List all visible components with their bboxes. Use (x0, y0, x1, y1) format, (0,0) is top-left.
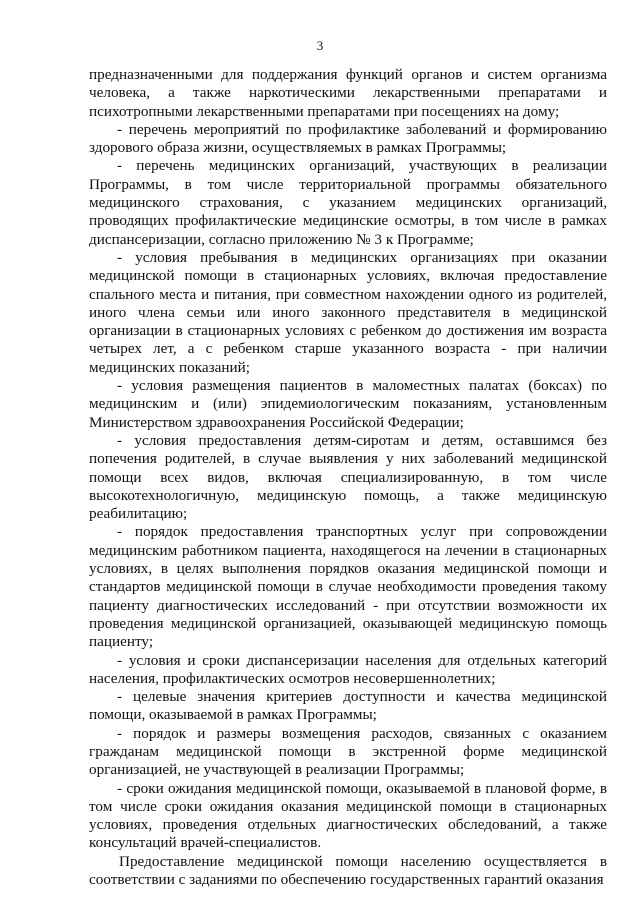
list-item-quality-criteria: - целевые значения критериев доступности и качества медицинской помощи, оказываемой в рамках Программы; (89, 688, 607, 724)
list-item-transport-services: - порядок предоставления транспортных услуг при сопровождении медицинским работником пациента, находящегося на лечении в стационарных условиях, в целях выполнения порядков оказания медицинской помощи и стандартов медицинской помощи в случае необходимости проведения такому пациенту диагностических исследований - при отсутствии возможности их проведения медицинской организацией, оказывающей медицинскую помощь пациенту; (89, 523, 607, 651)
list-item-prevention-measures: - перечень мероприятий по профилактике заболеваний и формированию здорового образа жизни, осуществляемых в рамках Программы; (89, 120, 607, 157)
paragraph-medical-care-provision: Предоставление медицинской помощи населению осуществляется в соответствии с заданиями по обеспечению государственных гарантий оказания (89, 852, 607, 889)
list-item-small-ward-placement: - условия размещения пациентов в маломестных палатах (боксах) по медицинским и (или) эпидемиологическим показаниям, установленным Министерством здравоохранения Российской Федерации; (89, 377, 607, 431)
list-item-inpatient-stay-conditions: - условия пребывания в медицинских организациях при оказании медицинской помощи в стационарных условиях, включая предоставление спального места и питания, при совместном нахождении одного из родителей, иного члена семьи или иного законного представителя в медицинской организации в стационарных условиях с ребенком до достижения им возраста четырех лет, а с ребенком старше указанного возраста - при наличии медицинских показаний; (89, 248, 607, 376)
list-item-dispensary-examination: - условия и сроки диспансеризации населения для отдельных категорий населения, профилактических осмотров несовершеннолетних; (89, 651, 607, 687)
list-item-medical-organizations: - перечень медицинских организаций, участвующих в реализации Программы, в том числе территориальной программы обязательного медицинского страхования, с указанием медицинских организаций, проводящих профилактические медицинские осмотры, в том числе в рамках диспансеризации, согласно приложению № 3 к Программе; (89, 157, 607, 248)
paragraph-continuation: предназначенными для поддержания функций органов и систем организма человека, а также наркотическими лекарственными препаратами и психотропными лекарственными препаратами при посещениях на дому; (89, 66, 607, 120)
page-number: 3 (316, 38, 324, 53)
list-item-orphan-care: - условия предоставления детям-сиротам и детям, оставшимся без попечения родителей, в случае выявления у них заболеваний медицинской помощи всех видов, включая специализированную, в том числе высокотехнологичную, медицинскую помощь, а также медицинскую реабилитацию; (89, 431, 607, 523)
list-item-expense-reimbursement: - порядок и размеры возмещения расходов, связанных с оказанием гражданам медицинской помощи в экстренной форме медицинской организацией, не участвующей в реализации Программы; (89, 724, 607, 779)
document-body (89, 66, 607, 889)
list-item-waiting-times: - сроки ожидания медицинской помощи, оказываемой в плановой форме, в том числе сроки ожидания оказания медицинской помощи в стационарных условиях, проведения отдельных диагностических обследований, а также консультаций врачей-специалистов. (89, 779, 607, 852)
